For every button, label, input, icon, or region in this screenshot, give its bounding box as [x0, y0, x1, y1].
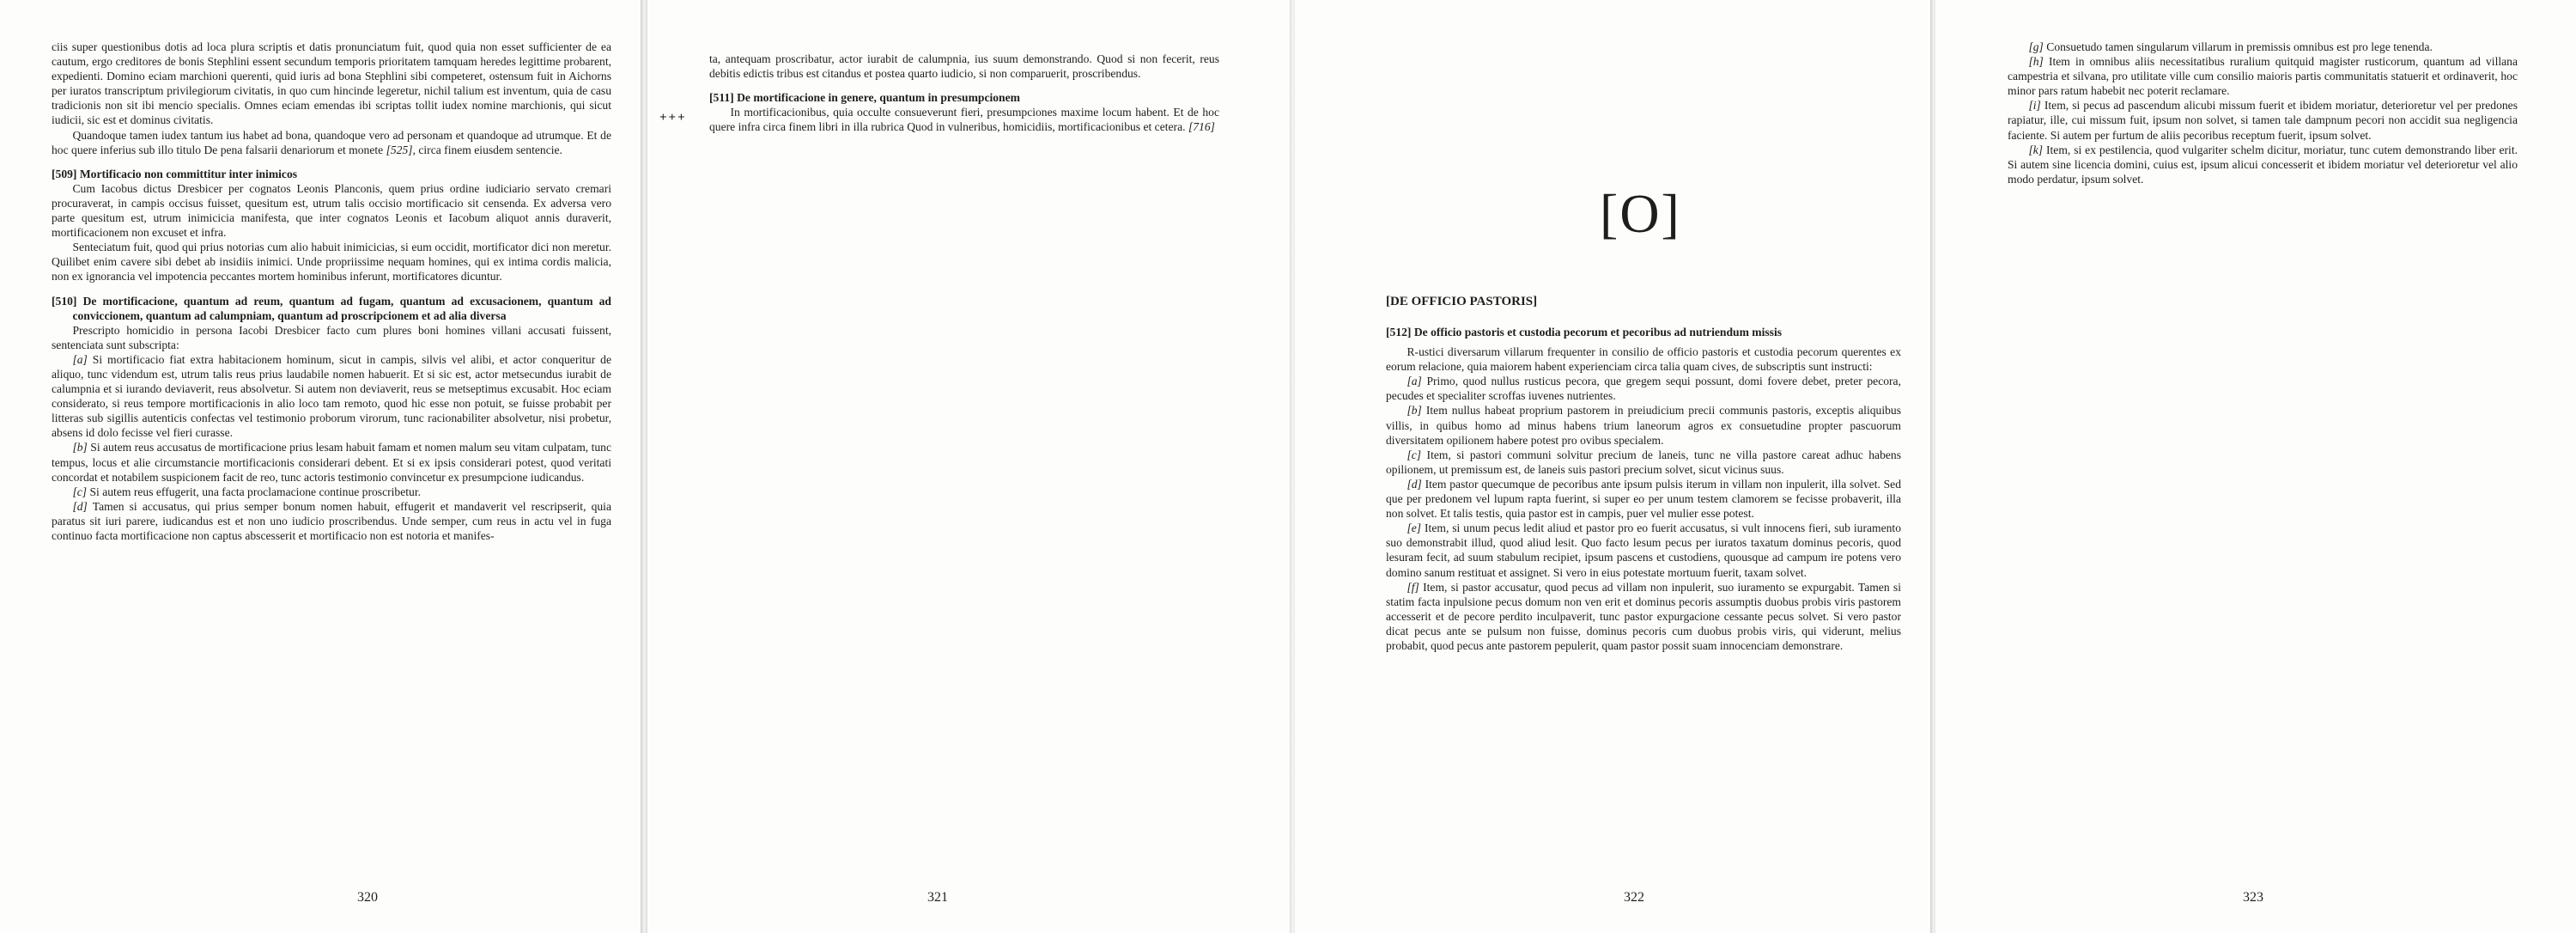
- part-title: [DE OFFICIO PASTORIS]: [1386, 295, 1538, 308]
- page-322-text: [1386, 325, 1901, 653]
- page-321: [647, 0, 1288, 933]
- section-512-item-e: [e] Item, si unum pecus ledit aliud et pastor pro eo fuerit accusatus, si vult innocens fieri, sub iuramento suo demonstrabit illud, quod aliud lesit. Quo facto lesum pecus per iuratos taxatum dominus pecoris, quod lesuram fecit, ad suum stabulum recipiet, ipsum pascens et custodiens, quousque ad campum ire potens vero domino sanum restituat et assignet. Si vero in eius potestate mortuum fuerit, taxam solvet.: [1386, 521, 1901, 579]
- section-510-item-d: [d] Tamen si accusatus, qui prius semper bonum nomen habuit, effugerit et mandaverit vel rescripserit, quia paratus sit iuri parere, iudicandus est et non uno iudicio proscribendus. Unde semper, cum reus in actu vel in fuga continuo facta mortificacione non captus abscesserit et mortificacio non est notoria et manifes-: [52, 499, 611, 542]
- section-512-title: [512] De officio pastoris et custodia pecorum et pecoribus ad nutriendum missis: [1386, 326, 1783, 338]
- section-509-paragraph-2: Senteciatum fuit, quod qui prius notorias cum alio habuit inimicicias, si eum occidit, mortificator dici non meretur. Quilibet enim cavere sibi debet ab insidiis inimici. Unde propriissime nequam homines, qui ex intima cordis malicia, non ex ignorancia vel impotencia peccantes mortem hominibus inferunt, mortificatores dicuntur.: [52, 241, 611, 284]
- section-510-item-c: [c] Si autem reus effugerit, una facta proclamacione continue proscribetur.: [72, 485, 422, 498]
- page-number: 322: [1624, 890, 1644, 905]
- page-322: [1295, 0, 1930, 933]
- reference-525[interactable]: [525]: [386, 143, 413, 156]
- page-323-text: [2008, 40, 2518, 186]
- page-320: [0, 0, 644, 933]
- section-512-item-f: [f] Item, si pastor accusatur, quod pecus ad villam non inpulerit, suo iuramento se expurgabit. Tamen si statim facta inpulsione pecus domum non ven erit et dominus pecoris assumptis duobus probis viris pastorem accesserit et de pecore perdito inculpaverit, tunc pastor expurgacione cessante pecus solvet. Si vero pastor dicat pecus ante se pulsum non fuisse, dominus pecoris cum duobus probis viris, qui viderunt, melius probabit, quod pecus ante pastorem pepulerit, quam pastor possit suam innocenciam demonstrare.: [1386, 580, 1901, 652]
- section-510-title: [510] De mortificacione, quantum ad reum, quantum ad fugam, quantum ad excusacionem, quantum ad conviccionem, quantum ad calumpniam, quantum ad proscripcionem et ad alia diversa: [52, 294, 611, 322]
- section-510-item-a: [a] Si mortificacio fiat extra habitacionem hominum, sicut in campis, silvis vel alibi, et actor conqueritur de aliquo, tunc videndum est, utrum talis reus prius laudabile nomen habuerit. Et si sic est, actor metsecundus iurabit de calumpnia et si iurando deviaverit, reus absolvetur. Si autem non deviaverit, reus se metseptimus excusabit. Hoc eciam considerato, si reus tempore mortificacionis in alio loco tam remoto, quod hic esse non potuit, se fuisse probabit per litteras sub sigillis autenticis confectas vel testimonio proborum virorum, tunc racionabiliter absolvetur, nisi probetur, absens id dolo fecisse vel fieri curasse.: [52, 352, 611, 440]
- page-320-text: [52, 40, 611, 543]
- paragraph-continued: ta, antequam proscribatur, actor iurabit de calumpnia, ius suum demonstrando. Quod si non fecerit, reus debitis edictis tribus est citandus et postea quarto iudicio, si non comparuerit, proscribendus.: [709, 52, 1219, 81]
- page-323: [1935, 0, 2576, 933]
- section-510-paragraph-1: Prescripto homicidio in persona Iacobi Dresbicer facto cum plures boni homines villani accusati fuissent, sentenciata sunt subscripta:: [52, 323, 611, 351]
- section-512-item-c: [c] Item, si pastori communi solvitur precium de laneis, tunc ne villa pastore careat adhuc habens opilionem, ut premissum est, de laneis suis pastori precium solvet, sicut vicinus suus.: [1386, 448, 1901, 476]
- page-number: 323: [2243, 890, 2263, 905]
- page-321-text: [709, 52, 1219, 134]
- reference-716[interactable]: [716]: [1188, 120, 1215, 134]
- page-number: 321: [927, 890, 948, 905]
- section-512-item-i: [i] Item, si pecus ad pascendum alicubi missum fuerit et ibidem moriatur, deterioretur vel per predones rapiatur, ille, cui missum fuit, ipsum non solvet, si tamen tale dampnum pecori non accidit sua negligencia faciente. Si autem per furtum de aliis pecoribus receptum fuerit, ipsum solvet.: [2008, 99, 2518, 142]
- insertion-marker: +++: [659, 111, 687, 125]
- part-letter: [O]: [1600, 183, 1681, 244]
- paragraph-quandoque: Quandoque tamen iudex tantum ius habet ad bona, quandoque vero ad personam et quandoque ad utrumque. Et de hoc quere inferius sub illo titulo De pena falsarii denariorum et monete [525], circa finem eiusdem sentencie.: [52, 128, 611, 156]
- paragraph-intro: ciis super questionibus dotis ad loca plura scriptis et datis pronunciatum fuit, quod quia non esset sufficienter de ea cautum, ergo creditores de bonis Stephlini essent secundum temporis prioritatem tamquam heredes legittime probarent, expedienti. Domino eciam marchioni querenti, quid iuris ad bona Stephlini sibi competeret, ostensum fuit in Aichorns per iuratos transcriptum privilegiorum civitatis, in quo cum hincinde legeretur, nichil talium est inventum, quia de casu tradicionis non sit ibi mencio specialis. Omnes eciam emendas ibi scriptas tollit iudex nomine marchionis, qui sicut iudicii, sic est et dominus civitatis.: [52, 40, 611, 127]
- section-509-paragraph-1: Cum Iacobus dictus Dresbicer per cognatos Leonis Planconis, quem prius ordine iudiciario servato cremari procuraverat, in campis occisus fuisset, quesitum est, utrum talis occisio mortificacio sit censenda. Ex adversa vero parte quesitum est, utrum inimicicia manifesta, que inter cognatos Leonis et Iacobum aliquot annis duraverit, mortificacionem non excuset et infra.: [52, 181, 611, 240]
- section-511-title: [511] De mortificacione in genere, quantum in presumpcionem: [709, 91, 1020, 105]
- section-512-item-a: [a] Primo, quod nullus rusticus pecora, que gregem sequi possunt, domi fovere debet, preter pecora, pecudes et specialiter scroffas iuvenes nutrientes.: [1386, 375, 1901, 403]
- section-512-paragraph-1: R-ustici diversarum villarum frequenter in consilio de officio pastoris et custodia pecorum querentes ex eorum relacione, quia maiorem habent experienciam circa talia quam cives, de subscriptis sunt instructi:: [1386, 345, 1901, 374]
- section-510-item-b: [b] Si autem reus accusatus de mortificacione prius lesam habuit famam et nomen malum seu vitam culpatam, tunc tempus, locus et alie circumstancie mortificacionis considerari debent. Et si ex ipsis considerari potest, quod veritati concordat et notabilem suspicionem facit de reo, tunc actoris testimonio convincetur ex presumpcione iudicandus.: [52, 441, 611, 484]
- section-512-item-b: [b] Item nullus habeat proprium pastorem in preiudicium precii communis pastoris, exceptis aliquibus villis, in quibus homo ad minus habens trium laneorum agros ex consuetudine propter pascuorum diversitatem opilionem habere potest pro ovibus specialem.: [1386, 404, 1901, 447]
- section-512-item-h: [h] Item in omnibus aliis necessitatibus ruralium quitquid magister rusticorum, quantum ad villana campestria et silvana, pro utilitate ville cum consilio maioris partis communitatis statuerit et ordinaverit, hoc minor pars ratum habebit nec poterit reclamare.: [2008, 55, 2518, 98]
- section-512-item-d: [d] Item pastor quecumque de pecoribus ante ipsum pulsis iterum in villam non inpulerit, illa solvet. Sed que per predonem vel lupum rapta fuerint, si super eo per unum testem clamorem se fecisse probaverit, illa non solvet. Et talis testis, quia pastor est in campis, puer vel mulier esse potest.: [1386, 477, 1901, 521]
- section-512-item-g: [g] Consuetudo tamen singularum villarum in premissis omnibus est pro lege tenenda.: [2028, 40, 2433, 53]
- section-509-title: [509] Mortificacio non committitur inter inimicos: [52, 167, 298, 180]
- section-511-paragraph: In mortificacionibus, quia occulte consueverunt fieri, presumpciones maxime locum habent. Et de hoc quere infra circa finem libri in illa rubrica Quod in vulneribus, homicidiis, mortificacionibus et cetera. [716]: [709, 106, 1219, 134]
- page-number: 320: [357, 890, 378, 905]
- section-512-item-k: [k] Item, si ex pestilencia, quod vulgariter schelm dicitur, moriatur, tunc cutem demonstrando liber erit. Si autem sine licencia domini, cuius est, ipsum alicui concesserit et ibidem moriatur vel deterioretur vel alio modo perdatur, ipsum solvet.: [2008, 143, 2518, 186]
